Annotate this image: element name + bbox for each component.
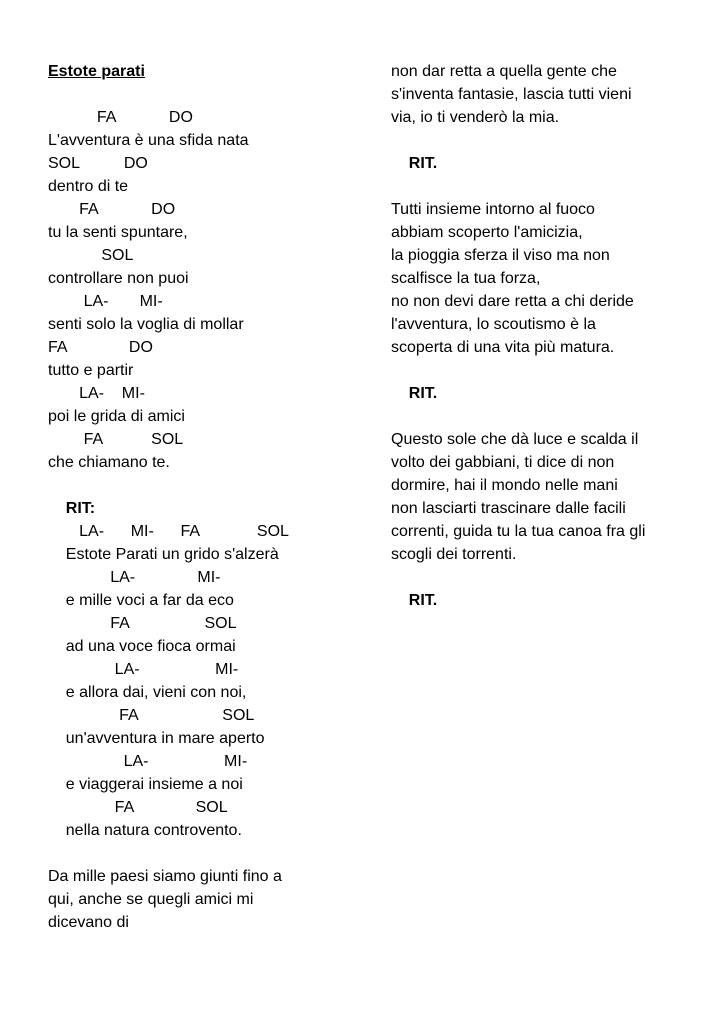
lyric-line: s'inventa fantasie, lascia tutti vieni [391, 86, 632, 103]
lyric-line [48, 474, 358, 497]
lyric-line: un'avventura in mare aperto [48, 730, 265, 747]
lyric-line: non dar retta a quella gente che [391, 63, 617, 80]
lyric-line: senti solo la voglia di mollar [48, 316, 244, 333]
lyric-line [391, 175, 701, 198]
refrain-label: RIT: [48, 500, 96, 517]
song-title: Estote parati [48, 63, 145, 80]
lyric-line: FA DO [48, 201, 176, 218]
lyric-line: poi le grida di amici [48, 408, 185, 425]
lyric-line: no non devi dare retta a chi deride [391, 293, 634, 310]
lyric-line: non lasciarti trascinare dalle facili [391, 500, 626, 517]
lyric-line: LA- MI- [48, 753, 248, 770]
refrain-label: RIT. [391, 592, 438, 609]
lyric-line: Questo sole che dà luce e scalda il [391, 431, 639, 448]
lyric-line: tu la senti spuntare, [48, 224, 188, 241]
lyric-line: LA- MI- FA SOL [48, 523, 289, 540]
lyric-line: Tutti insieme intorno al fuoco [391, 201, 595, 218]
lyric-line: dentro di te [48, 178, 129, 195]
lyric-line: e viaggerai insieme a noi [48, 776, 243, 793]
lyric-line [48, 842, 358, 865]
lyric-line: LA- MI- [48, 293, 163, 310]
lyric-line: FA SOL [48, 615, 237, 632]
lyric-line: abbiam scoperto l'amicizia, [391, 224, 583, 241]
lyric-line: via, io ti venderò la mia. [391, 109, 560, 126]
lyric-line: scogli dei torrenti. [391, 546, 517, 563]
lyric-line: scalfisce la tua forza, [391, 270, 541, 287]
lyric-line [48, 83, 358, 106]
lyric-line: volto dei gabbiani, ti dice di non [391, 454, 615, 471]
lyric-line: dormire, hai il mondo nelle mani [391, 477, 618, 494]
lyric-line: ad una voce fioca ormai [48, 638, 236, 655]
lyric-line: Da mille paesi siamo giunti fino a [48, 868, 282, 885]
lyric-line [391, 405, 701, 428]
lyric-line: L'avventura è una sfida nata [48, 132, 249, 149]
lyric-line: che chiamano te. [48, 454, 170, 471]
refrain-label: RIT. [391, 385, 438, 402]
lyric-line: controllare non puoi [48, 270, 189, 287]
lyric-line: LA- MI- [48, 569, 221, 586]
lyric-line: LA- MI- [48, 661, 239, 678]
lyric-line: tutto e partir [48, 362, 134, 379]
right-column [391, 60, 701, 612]
lyric-line [391, 359, 701, 382]
lyric-line: la pioggia sferza il viso ma non [391, 247, 610, 264]
lyric-line: correnti, guida tu la tua canoa fra gli [391, 523, 646, 540]
lyric-line: e allora dai, vieni con noi, [48, 684, 247, 701]
lyric-line [391, 129, 701, 152]
lyric-line: scoperta di una vita più matura. [391, 339, 615, 356]
lyric-line: FA DO [48, 109, 193, 126]
left-column [48, 60, 358, 934]
lyric-line: e mille voci a far da eco [48, 592, 234, 609]
lyric-line: FA SOL [48, 431, 184, 448]
lyric-line: FA SOL [48, 707, 255, 724]
lyric-line: SOL [48, 247, 134, 264]
lyric-line: FA SOL [48, 799, 228, 816]
lyric-line: Estote Parati un grido s'alzerà [48, 546, 279, 563]
lyric-line [391, 566, 701, 589]
lyric-line: FA DO [48, 339, 153, 356]
lyric-line: l'avventura, lo scoutismo è la [391, 316, 596, 333]
lyric-line: LA- MI- [48, 385, 145, 402]
lyric-line: nella natura controvento. [48, 822, 242, 839]
lyric-line: SOL DO [48, 155, 148, 172]
refrain-label: RIT. [391, 155, 438, 172]
lyric-line: qui, anche se quegli amici mi [48, 891, 254, 908]
lyric-line: dicevano di [48, 914, 129, 931]
